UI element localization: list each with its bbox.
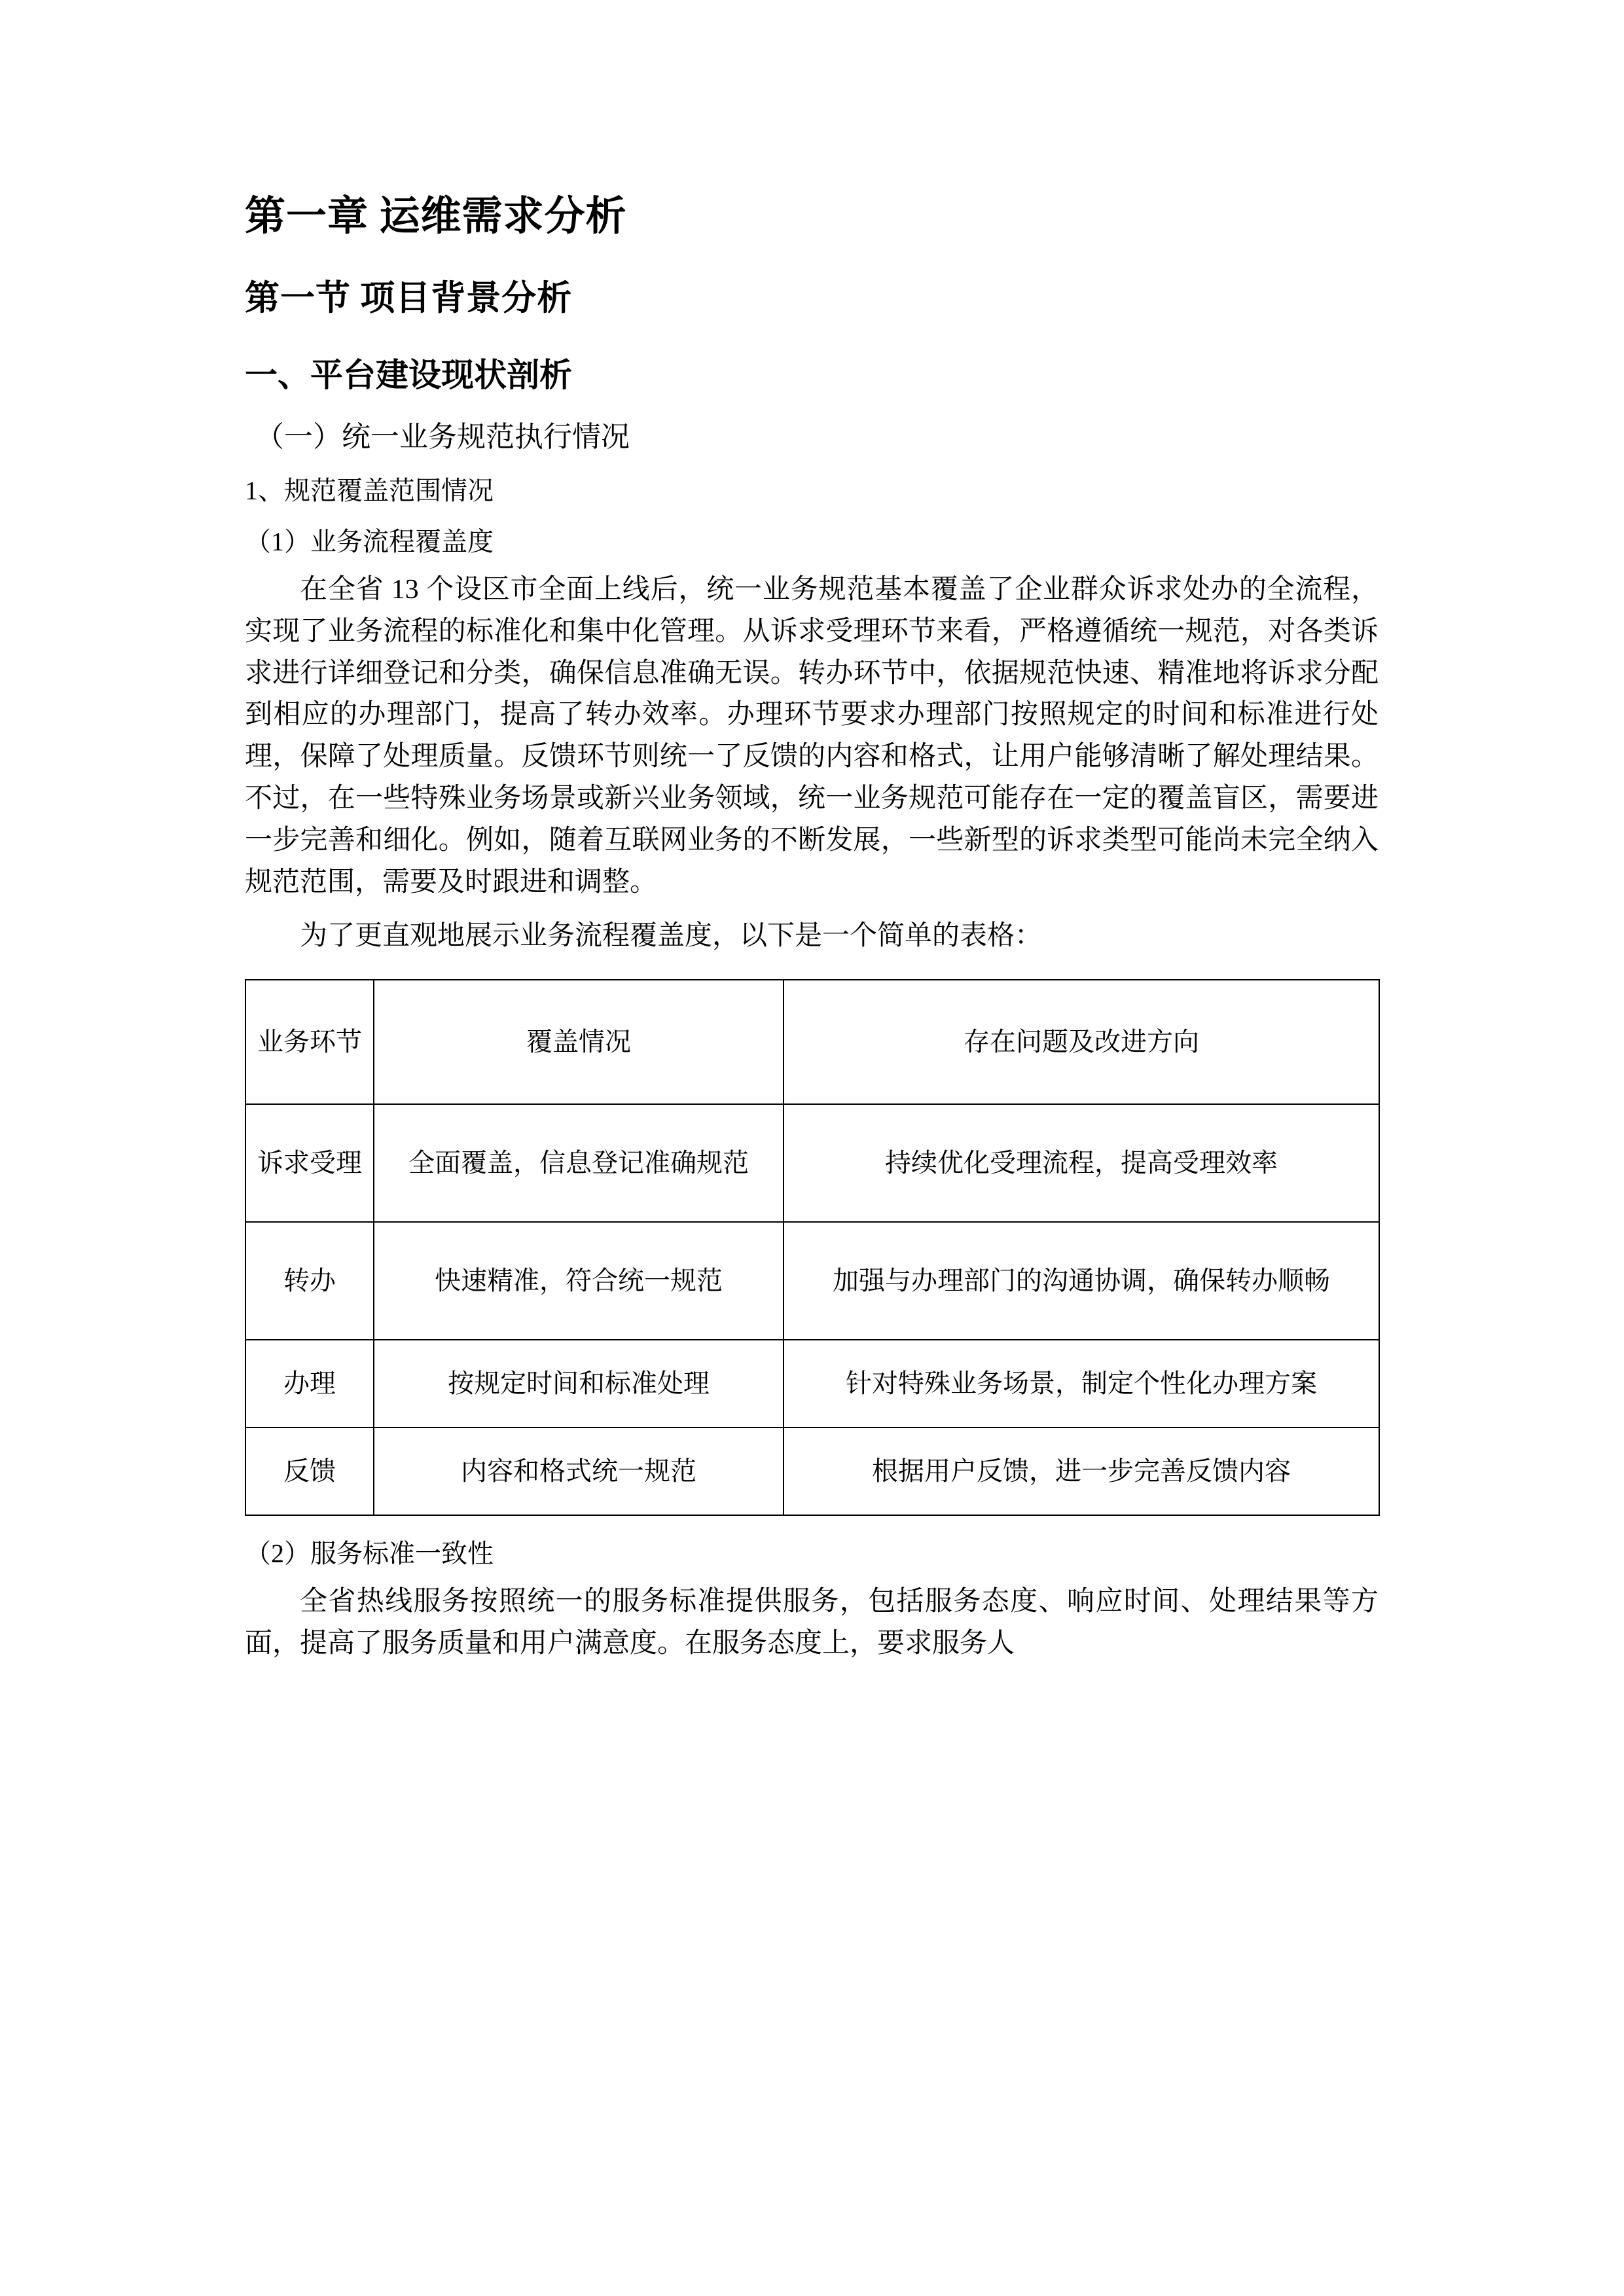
- table-cell-link: 办理: [245, 1340, 374, 1427]
- table-header-row: [245, 980, 1379, 1104]
- table-cell-coverage: 内容和格式统一规范: [374, 1427, 784, 1515]
- table-cell-coverage: 按规定时间和标准处理: [374, 1340, 784, 1427]
- table-cell-coverage: 快速精准，符合统一规范: [374, 1222, 784, 1340]
- body-paragraph-1: 在全省 13 个设区市全面上线后，统一业务规范基本覆盖了企业群众诉求处办的全流程，实现了业务流程的标准化和集中化管理。从诉求受理环节来看，严格遵循统一规范，对各类诉求进行详细登记和分类，确保信息准确无误。转办环节中，依据规范快速、精准地将诉求分配到相应的办理部门，提高了转办效率。办理环节要求办理部门按照规定的时间和标准进行处理，保障了处理质量。反馈环节则统一了反馈的内容和格式，让用户能够清晰了解处理结果。不过，在一些特殊业务场景或新兴业务领域，统一业务规范可能存在一定的覆盖盲区，需要进一步完善和细化。例如，随着互联网业务的不断发展，一些新型的诉求类型可能尚未完全纳入规范范围，需要及时跟进和调整。: [245, 575, 1379, 897]
- table-cell-issues: 根据用户反馈，进一步完善反馈内容: [784, 1427, 1379, 1515]
- table-cell-issues: 加强与办理部门的沟通协调，确保转办顺畅: [784, 1222, 1379, 1340]
- chapter-heading: 第一章 运维需求分析: [245, 194, 627, 239]
- section-heading: 第一节 项目背景分析: [245, 279, 573, 317]
- table-header-cell-link: 业务环节: [245, 980, 374, 1104]
- table-cell-issues: 持续优化受理流程，提高受理效率: [784, 1104, 1379, 1222]
- subheading-level3: 1、规范覆盖范围情况: [245, 476, 494, 505]
- business-process-coverage-table: [245, 979, 1380, 1516]
- table-row: [245, 1222, 1379, 1340]
- subheading-level4-second: （2）服务标准一致性: [245, 1539, 494, 1569]
- table-row: [245, 1104, 1379, 1222]
- body-paragraph-2: 为了更直观地展示业务流程覆盖度，以下是一个简单的表格：: [300, 920, 1043, 951]
- body-paragraph-3: 全省热线服务按照统一的服务标准提供服务，包括服务态度、响应时间、处理结果等方面，提高了服务质量和用户满意度。在服务态度上，要求服务人: [245, 1587, 1379, 1659]
- table-cell-coverage: 全面覆盖，信息登记准确规范: [374, 1104, 784, 1222]
- table-cell-link: 反馈: [245, 1427, 374, 1515]
- table-cell-issues: 针对特殊业务场景，制定个性化办理方案: [784, 1340, 1379, 1427]
- table-header-cell-coverage: 覆盖情况: [374, 980, 784, 1104]
- table-cell-link: 诉求受理: [245, 1104, 374, 1222]
- subheading-level2: （一）统一业务规范执行情况: [255, 421, 630, 453]
- subheading-level4: （1）业务流程覆盖度: [245, 527, 494, 556]
- subheading-level1: 一、平台建设现状剖析: [245, 357, 572, 393]
- table-cell-link: 转办: [245, 1222, 374, 1340]
- table-row: [245, 1340, 1379, 1427]
- page-content: [245, 0, 1379, 1665]
- table-header-cell-issues: 存在问题及改进方向: [784, 980, 1379, 1104]
- table-container: [245, 957, 1379, 1516]
- table-row: [245, 1427, 1379, 1515]
